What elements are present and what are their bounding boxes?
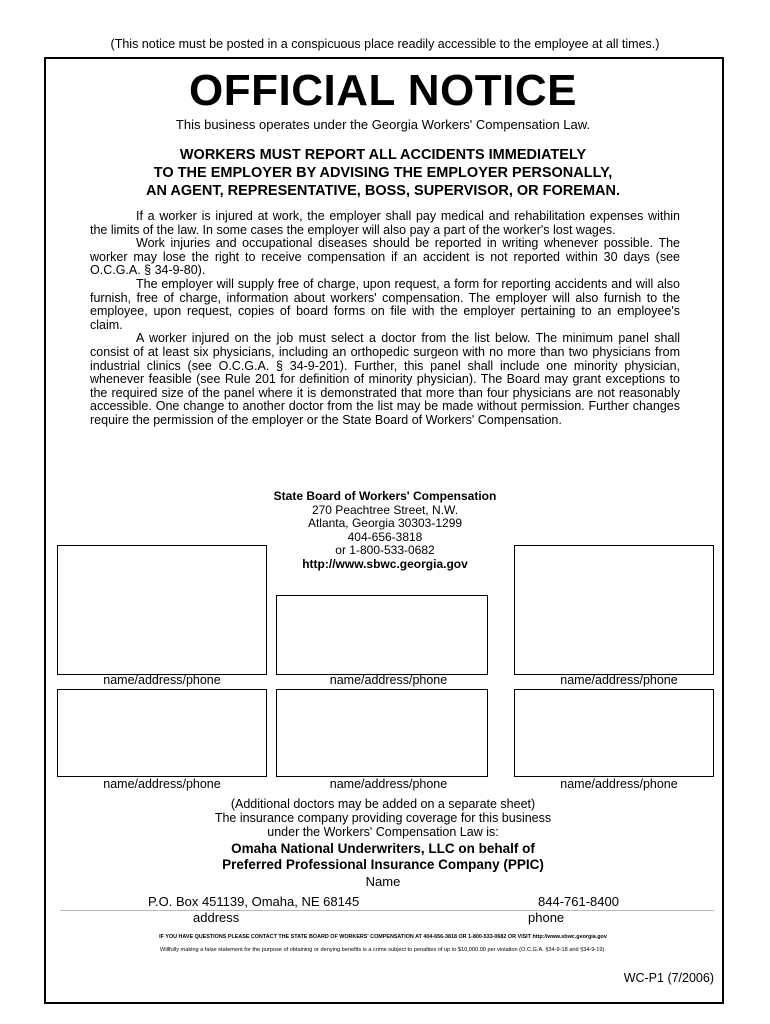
doctor-label-5: name/address/phone bbox=[329, 777, 448, 791]
paragraph-doctor-panel: A worker injured on the job must select a doctor from the list below. The minimum panel shall consist of at least six physicians, including an orthopedic surgeon with no more than two physicians from industrial clinics (see O.C.G.A. § 34-9-201). Further, this panel shall include one minority physician, whenever feasible (see Rule 201 for definition of minority physician). The Board may grant exceptions to the required size of the panel where it is demonstrated that more than four physicians are not reasonably accessible. One change to another doctor from the list may be made without permission. Further changes require the permission of the employer or the State Board of Workers' Compensation. bbox=[90, 331, 680, 427]
paragraph-reporting: Work injuries and occupational diseases should be reported in writing whenever possible. The worker may lose the right to receive compensation if an accident is not reported within 30 days (see O.C.G.A. § 34-9-80). bbox=[90, 236, 680, 278]
form-number: WC-P1 (7/2006) bbox=[623, 971, 714, 985]
doctor-label-2: name/address/phone bbox=[329, 673, 448, 687]
insurer-name bbox=[0, 841, 766, 873]
insurance-line-1: The insurance company providing coverage for this business bbox=[214, 811, 552, 825]
insurer-line-1: Omaha National Underwriters, LLC on behalf of bbox=[231, 841, 535, 856]
additional-doctors-note: (Additional doctors may be added on a separate sheet) bbox=[230, 797, 536, 811]
headline-line-2: TO THE EMPLOYER BY ADVISING THE EMPLOYER PERSONALLY, bbox=[153, 165, 613, 181]
board-street: 270 Peachtree Street, N.W. bbox=[311, 502, 459, 517]
insurance-line-2: under the Workers' Compensation Law is: bbox=[267, 825, 499, 839]
paragraph-medical: If a worker is injured at work, the employer shall pay medical and rehabilitation expenses within the limits of the law. In some cases the employer will also pay a part of the worker's lost wages. bbox=[90, 209, 680, 237]
insurer-phone: 844-761-8400 bbox=[538, 894, 619, 909]
doctor-label-6: name/address/phone bbox=[560, 777, 678, 791]
board-city: Atlanta, Georgia 30303-1299 bbox=[307, 516, 463, 531]
doctor-box-4[interactable] bbox=[57, 689, 267, 777]
doctor-box-3[interactable] bbox=[514, 545, 714, 675]
board-tollfree: or 1-800-533-0682 bbox=[335, 543, 435, 558]
address-label: address bbox=[193, 910, 240, 925]
penalty-fine-print: Willfully making a false statement for the purpose of obtaining or denying benefits is a crime subject to penalties of up to $10,000.00 per violation (O.C.G.A. §34-9-18 and §34-9-19). bbox=[160, 947, 606, 953]
doctor-label-1: name/address/phone bbox=[103, 673, 221, 687]
board-phone: 404-656-3818 bbox=[347, 529, 423, 544]
headline-line-1: WORKERS MUST REPORT ALL ACCIDENTS IMMEDIATELY bbox=[179, 147, 587, 163]
page-title: OFFICIAL NOTICE bbox=[188, 66, 577, 115]
notice-body bbox=[90, 210, 680, 428]
doctor-box-2[interactable] bbox=[276, 595, 488, 675]
paragraph-forms: The employer will supply free of charge, upon request, a form for reporting accidents and will also furnish, free of charge, information about workers' compensation. The employer will also furnish to the employee, upon request, copies of board forms on file with the employer pertaining to an employee's claim. bbox=[90, 276, 680, 332]
address-underline bbox=[60, 910, 714, 911]
headline bbox=[0, 146, 766, 200]
headline-line-3: AN AGENT, REPRESENTATIVE, BOSS, SUPERVISOR, OR FOREMAN. bbox=[146, 183, 620, 199]
posting-note: (This notice must be posted in a conspicuous place readily accessible to the employee at all times.) bbox=[110, 37, 660, 51]
doctor-label-4: name/address/phone bbox=[103, 777, 221, 791]
board-name: State Board of Workers' Compensation bbox=[273, 489, 497, 503]
doctor-label-3: name/address/phone bbox=[560, 673, 678, 687]
subtitle: This business operates under the Georgia Workers' Compensation Law. bbox=[175, 117, 591, 132]
board-contact bbox=[240, 490, 530, 572]
board-url[interactable]: http://www.sbwc.georgia.gov bbox=[302, 556, 468, 571]
doctor-box-5[interactable] bbox=[276, 689, 488, 777]
insurer-address: P.O. Box 451139, Omaha, NE 68145 bbox=[148, 894, 360, 909]
name-label: Name bbox=[365, 874, 401, 889]
doctor-box-6[interactable] bbox=[514, 689, 714, 777]
insurer-line-2: Preferred Professional Insurance Company (PPIC) bbox=[222, 857, 544, 872]
questions-fine-print: IF YOU HAVE QUESTIONS PLEASE CONTACT THE STATE BOARD OF WORKERS' COMPENSATION AT 404-656-3818 OR 1-800-533-0682 OR VISIT http://www.sbwc.georgia.gov bbox=[159, 934, 607, 940]
doctor-box-1[interactable] bbox=[57, 545, 267, 675]
phone-label: phone bbox=[528, 910, 565, 925]
